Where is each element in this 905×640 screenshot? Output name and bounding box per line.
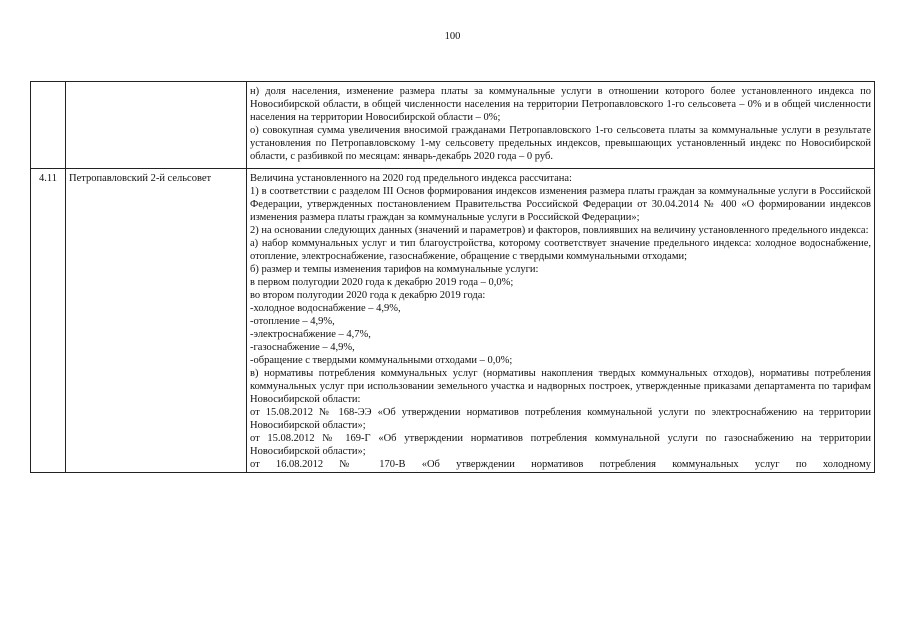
paragraph: в) нормативы потребления коммунальных услуг (нормативы накопления твердых коммунальных отходов), нормативы потребления коммунальных услуг при использовании земельного участка и надворных построек, утвержденные приказами департамента по тарифам Новосибирской области:: [250, 368, 871, 405]
row-number-cell: [31, 82, 66, 169]
indices-table: [30, 81, 875, 473]
row-name-cell: Петропавловский 2-й сельсовет: [66, 169, 247, 473]
table-row: [31, 82, 875, 169]
paragraph: от 15.08.2012 № 168-ЭЭ «Об утверждении нормативов потребления коммунальной услуги по электроснабжению на территории Новосибирской области»;: [250, 407, 871, 431]
row-name-cell: [66, 82, 247, 169]
paragraph: во втором полугодии 2020 года к декабрю 2019 года:: [250, 290, 486, 301]
paragraph: 2) на основании следующих данных (значений и параметров) и факторов, повлиявших на величину установленного предельного индекса:: [250, 225, 869, 236]
row-text-cell: [247, 82, 875, 169]
paragraph: -холодное водоснабжение – 4,9%,: [250, 303, 401, 314]
paragraph: от 16.08.2012 № 170-В «Об утверждении нормативов потребления коммунальных услуг по холодному: [250, 459, 871, 470]
paragraph: -обращение с твердыми коммунальными отходами – 0,0%;: [250, 355, 513, 366]
paragraph: Величина установленного на 2020 год предельного индекса рассчитана:: [250, 173, 572, 184]
paragraph: б) размер и темпы изменения тарифов на коммунальные услуги:: [250, 264, 539, 275]
paragraph: в первом полугодии 2020 года к декабрю 2019 года – 0,0%;: [250, 277, 514, 288]
paragraph: а) набор коммунальных услуг и тип благоустройства, которому соответствует значение предельного индекса: холодное водоснабжение, отопление, электроснабжение, газоснабжение, обращение с твердыми коммунальными отходами;: [250, 238, 871, 262]
paragraph: от 15.08.2012 № 169-Г «Об утверждении нормативов потребления коммунальной услуги по газоснабжению на территории Новосибирской области»;: [250, 433, 871, 457]
paragraph: 1) в соответствии с разделом III Основ формирования индексов изменения размера платы граждан за коммунальные услуги в Российской Федерации, утвержденных постановлением Правительства Российской Федерации от 30.04.2014 № 400 «О формировании индексов изменения размера платы граждан за коммунальные услуги в Российской Федерации»;: [250, 186, 871, 223]
paragraph: -отопление – 4,9%,: [250, 316, 335, 327]
paragraph: -газоснабжение – 4,9%,: [250, 342, 355, 353]
row-number-cell: 4.11: [31, 169, 66, 473]
paragraph: -электроснабжение – 4,7%,: [250, 329, 371, 340]
paragraph: о) совокупная сумма увеличения вносимой гражданами Петропавловского 1-го сельсовета платы за коммунальные услуги в результате установления по Петропавловскому 1-му сельсовету предельных индексов, превышающих установленный индекс по Новосибирской области, с разбивкой по месяцам: январь-декабрь 2020 года – 0 руб.: [250, 125, 871, 162]
row-text-cell: [247, 169, 875, 473]
paragraph: н) доля населения, изменение размера платы за коммунальные услуги в отношении которого более установленного индекса по Новосибирской области, в общей численности населения на территории Петропавловского 1-го сельсовета – 0% и в общей численности населения на территории Новосибирской области – 0%;: [250, 86, 871, 123]
table-row: [31, 169, 875, 473]
page-number: 100: [444, 31, 461, 42]
